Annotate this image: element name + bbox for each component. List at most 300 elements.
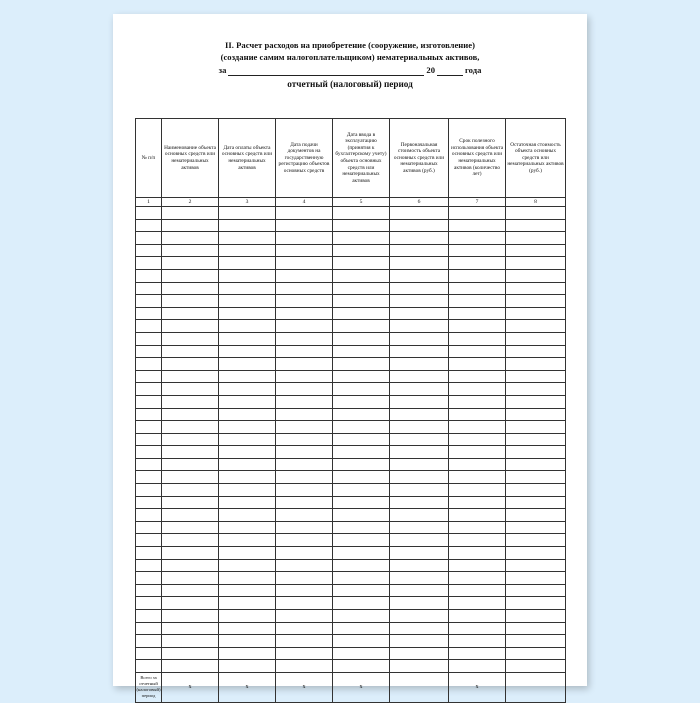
table-cell[interactable] [390, 572, 449, 585]
table-cell[interactable] [449, 547, 506, 560]
table-cell[interactable] [276, 332, 333, 345]
table-cell[interactable] [449, 433, 506, 446]
table-cell[interactable] [333, 547, 390, 560]
table-cell[interactable] [136, 458, 162, 471]
table-cell[interactable] [276, 383, 333, 396]
table-cell[interactable] [506, 647, 566, 660]
table-cell[interactable] [136, 496, 162, 509]
table-cell[interactable] [333, 534, 390, 547]
table-cell[interactable] [449, 484, 506, 497]
table-cell[interactable] [449, 496, 506, 509]
table-cell[interactable] [506, 395, 566, 408]
table-cell[interactable] [162, 370, 219, 383]
table-cell[interactable] [506, 521, 566, 534]
table-cell[interactable] [506, 597, 566, 610]
table-cell[interactable] [333, 295, 390, 308]
table-cell[interactable] [162, 383, 219, 396]
table-cell[interactable] [449, 559, 506, 572]
table-cell[interactable] [219, 232, 276, 245]
table-row[interactable] [136, 332, 566, 345]
table-cell[interactable] [276, 610, 333, 623]
table-cell[interactable] [390, 471, 449, 484]
totals-cell[interactable]: x [333, 672, 390, 702]
table-cell[interactable] [162, 421, 219, 434]
table-row[interactable] [136, 244, 566, 257]
table-cell[interactable] [136, 572, 162, 585]
table-cell[interactable] [136, 547, 162, 560]
table-cell[interactable] [506, 622, 566, 635]
table-cell[interactable] [390, 509, 449, 522]
table-cell[interactable] [136, 232, 162, 245]
table-cell[interactable] [276, 232, 333, 245]
table-row[interactable] [136, 458, 566, 471]
table-cell[interactable] [390, 269, 449, 282]
table-cell[interactable] [506, 610, 566, 623]
table-cell[interactable] [390, 345, 449, 358]
table-cell[interactable] [136, 207, 162, 220]
table-cell[interactable] [390, 635, 449, 648]
table-cell[interactable] [136, 244, 162, 257]
table-cell[interactable] [162, 635, 219, 648]
table-cell[interactable] [219, 534, 276, 547]
table-cell[interactable] [162, 471, 219, 484]
table-cell[interactable] [136, 534, 162, 547]
table-cell[interactable] [333, 282, 390, 295]
table-cell[interactable] [333, 232, 390, 245]
table-row[interactable] [136, 421, 566, 434]
table-cell[interactable] [219, 484, 276, 497]
table-cell[interactable] [219, 383, 276, 396]
table-cell[interactable] [162, 484, 219, 497]
table-cell[interactable] [219, 295, 276, 308]
table-cell[interactable] [219, 332, 276, 345]
table-row[interactable] [136, 433, 566, 446]
table-cell[interactable] [333, 307, 390, 320]
table-cell[interactable] [219, 547, 276, 560]
table-cell[interactable] [219, 244, 276, 257]
table-cell[interactable] [506, 207, 566, 220]
table-cell[interactable] [333, 395, 390, 408]
table-cell[interactable] [219, 647, 276, 660]
table-cell[interactable] [162, 232, 219, 245]
table-cell[interactable] [276, 320, 333, 333]
table-cell[interactable] [162, 572, 219, 585]
table-cell[interactable] [449, 269, 506, 282]
table-cell[interactable] [390, 484, 449, 497]
table-cell[interactable] [219, 635, 276, 648]
table-cell[interactable] [219, 408, 276, 421]
table-cell[interactable] [162, 559, 219, 572]
table-cell[interactable] [276, 433, 333, 446]
table-cell[interactable] [449, 395, 506, 408]
table-cell[interactable] [136, 471, 162, 484]
table-cell[interactable] [449, 610, 506, 623]
table-cell[interactable] [390, 584, 449, 597]
table-cell[interactable] [390, 534, 449, 547]
table-cell[interactable] [219, 660, 276, 673]
table-cell[interactable] [219, 269, 276, 282]
table-cell[interactable] [333, 207, 390, 220]
table-cell[interactable] [333, 219, 390, 232]
table-row[interactable] [136, 521, 566, 534]
table-cell[interactable] [136, 332, 162, 345]
table-cell[interactable] [390, 332, 449, 345]
table-row[interactable] [136, 395, 566, 408]
table-cell[interactable] [136, 421, 162, 434]
table-cell[interactable] [136, 408, 162, 421]
table-cell[interactable] [449, 534, 506, 547]
table-cell[interactable] [390, 610, 449, 623]
table-cell[interactable] [333, 332, 390, 345]
table-cell[interactable] [333, 446, 390, 459]
table-row[interactable] [136, 295, 566, 308]
table-cell[interactable] [276, 421, 333, 434]
table-cell[interactable] [390, 307, 449, 320]
table-cell[interactable] [506, 269, 566, 282]
table-cell[interactable] [333, 635, 390, 648]
table-row[interactable] [136, 358, 566, 371]
table-cell[interactable] [333, 408, 390, 421]
table-cell[interactable] [390, 244, 449, 257]
table-cell[interactable] [390, 421, 449, 434]
table-cell[interactable] [506, 584, 566, 597]
table-cell[interactable] [449, 521, 506, 534]
table-cell[interactable] [219, 307, 276, 320]
table-row[interactable] [136, 307, 566, 320]
table-cell[interactable] [136, 320, 162, 333]
table-cell[interactable] [333, 521, 390, 534]
table-cell[interactable] [162, 269, 219, 282]
table-cell[interactable] [333, 496, 390, 509]
table-cell[interactable] [333, 358, 390, 371]
table-cell[interactable] [333, 660, 390, 673]
table-row[interactable] [136, 257, 566, 270]
table-cell[interactable] [136, 597, 162, 610]
table-row[interactable] [136, 370, 566, 383]
table-cell[interactable] [449, 207, 506, 220]
table-cell[interactable] [449, 307, 506, 320]
table-row[interactable] [136, 610, 566, 623]
table-cell[interactable] [162, 446, 219, 459]
table-row[interactable] [136, 269, 566, 282]
table-cell[interactable] [506, 358, 566, 371]
table-cell[interactable] [162, 534, 219, 547]
table-cell[interactable] [333, 244, 390, 257]
table-cell[interactable] [506, 635, 566, 648]
table-cell[interactable] [162, 584, 219, 597]
table-cell[interactable] [136, 584, 162, 597]
table-cell[interactable] [219, 572, 276, 585]
table-cell[interactable] [162, 521, 219, 534]
table-cell[interactable] [333, 421, 390, 434]
table-cell[interactable] [219, 559, 276, 572]
table-cell[interactable] [506, 383, 566, 396]
table-cell[interactable] [219, 496, 276, 509]
table-cell[interactable] [449, 622, 506, 635]
table-cell[interactable] [219, 320, 276, 333]
table-cell[interactable] [333, 610, 390, 623]
table-cell[interactable] [449, 332, 506, 345]
table-row[interactable] [136, 572, 566, 585]
table-cell[interactable] [449, 244, 506, 257]
table-cell[interactable] [219, 521, 276, 534]
table-cell[interactable] [333, 320, 390, 333]
table-cell[interactable] [162, 433, 219, 446]
table-cell[interactable] [333, 471, 390, 484]
table-cell[interactable] [506, 484, 566, 497]
table-row[interactable] [136, 232, 566, 245]
table-cell[interactable] [219, 446, 276, 459]
table-cell[interactable] [333, 559, 390, 572]
table-cell[interactable] [219, 257, 276, 270]
table-cell[interactable] [276, 370, 333, 383]
table-cell[interactable] [449, 509, 506, 522]
table-cell[interactable] [276, 345, 333, 358]
table-cell[interactable] [333, 584, 390, 597]
table-cell[interactable] [390, 358, 449, 371]
table-cell[interactable] [136, 257, 162, 270]
table-cell[interactable] [449, 219, 506, 232]
table-cell[interactable] [276, 207, 333, 220]
table-cell[interactable] [506, 320, 566, 333]
totals-cell[interactable]: x [276, 672, 333, 702]
table-cell[interactable] [506, 257, 566, 270]
table-cell[interactable] [390, 622, 449, 635]
totals-cell[interactable] [506, 672, 566, 702]
table-cell[interactable] [449, 635, 506, 648]
table-cell[interactable] [449, 572, 506, 585]
table-cell[interactable] [449, 370, 506, 383]
table-cell[interactable] [136, 282, 162, 295]
table-cell[interactable] [506, 559, 566, 572]
table-cell[interactable] [136, 559, 162, 572]
table-cell[interactable] [390, 408, 449, 421]
table-cell[interactable] [333, 345, 390, 358]
table-cell[interactable] [162, 282, 219, 295]
table-row[interactable] [136, 471, 566, 484]
table-row[interactable] [136, 282, 566, 295]
table-cell[interactable] [390, 395, 449, 408]
table-row[interactable] [136, 647, 566, 660]
table-cell[interactable] [390, 647, 449, 660]
table-cell[interactable] [219, 458, 276, 471]
table-row[interactable] [136, 484, 566, 497]
table-cell[interactable] [506, 244, 566, 257]
table-cell[interactable] [333, 622, 390, 635]
table-cell[interactable] [276, 269, 333, 282]
table-cell[interactable] [162, 295, 219, 308]
table-row[interactable] [136, 446, 566, 459]
totals-cell[interactable]: x [449, 672, 506, 702]
table-cell[interactable] [390, 458, 449, 471]
table-cell[interactable] [390, 320, 449, 333]
table-cell[interactable] [219, 370, 276, 383]
table-cell[interactable] [390, 370, 449, 383]
table-cell[interactable] [162, 610, 219, 623]
table-cell[interactable] [333, 572, 390, 585]
table-cell[interactable] [276, 509, 333, 522]
table-row[interactable] [136, 219, 566, 232]
table-cell[interactable] [276, 572, 333, 585]
table-cell[interactable] [276, 358, 333, 371]
table-cell[interactable] [333, 433, 390, 446]
table-cell[interactable] [276, 660, 333, 673]
table-cell[interactable] [449, 446, 506, 459]
table-cell[interactable] [162, 219, 219, 232]
table-cell[interactable] [390, 257, 449, 270]
table-cell[interactable] [162, 622, 219, 635]
table-cell[interactable] [136, 395, 162, 408]
table-cell[interactable] [276, 408, 333, 421]
table-cell[interactable] [390, 282, 449, 295]
table-cell[interactable] [162, 496, 219, 509]
table-cell[interactable] [506, 509, 566, 522]
table-row[interactable] [136, 547, 566, 560]
table-cell[interactable] [219, 610, 276, 623]
table-cell[interactable] [219, 219, 276, 232]
table-cell[interactable] [136, 484, 162, 497]
table-cell[interactable] [136, 307, 162, 320]
table-cell[interactable] [219, 584, 276, 597]
table-cell[interactable] [136, 622, 162, 635]
table-cell[interactable] [506, 433, 566, 446]
table-cell[interactable] [449, 597, 506, 610]
table-cell[interactable] [136, 219, 162, 232]
table-cell[interactable] [136, 660, 162, 673]
table-cell[interactable] [390, 295, 449, 308]
table-cell[interactable] [162, 257, 219, 270]
table-cell[interactable] [276, 484, 333, 497]
table-cell[interactable] [162, 408, 219, 421]
table-cell[interactable] [136, 433, 162, 446]
table-cell[interactable] [276, 395, 333, 408]
table-cell[interactable] [276, 597, 333, 610]
table-cell[interactable] [276, 257, 333, 270]
table-cell[interactable] [276, 622, 333, 635]
table-cell[interactable] [276, 584, 333, 597]
table-cell[interactable] [390, 219, 449, 232]
table-cell[interactable] [136, 383, 162, 396]
table-cell[interactable] [162, 660, 219, 673]
table-cell[interactable] [219, 345, 276, 358]
table-cell[interactable] [219, 471, 276, 484]
table-cell[interactable] [333, 269, 390, 282]
table-cell[interactable] [136, 610, 162, 623]
table-cell[interactable] [449, 295, 506, 308]
table-cell[interactable] [506, 370, 566, 383]
table-cell[interactable] [449, 345, 506, 358]
table-cell[interactable] [333, 597, 390, 610]
table-cell[interactable] [506, 408, 566, 421]
table-cell[interactable] [276, 219, 333, 232]
table-row[interactable] [136, 584, 566, 597]
table-cell[interactable] [333, 509, 390, 522]
table-cell[interactable] [390, 496, 449, 509]
table-cell[interactable] [162, 332, 219, 345]
table-cell[interactable] [449, 320, 506, 333]
table-cell[interactable] [276, 647, 333, 660]
table-cell[interactable] [390, 547, 449, 560]
table-cell[interactable] [449, 232, 506, 245]
table-cell[interactable] [162, 647, 219, 660]
table-cell[interactable] [162, 244, 219, 257]
table-cell[interactable] [506, 534, 566, 547]
table-cell[interactable] [390, 521, 449, 534]
table-cell[interactable] [136, 370, 162, 383]
table-cell[interactable] [506, 421, 566, 434]
table-cell[interactable] [506, 307, 566, 320]
table-cell[interactable] [219, 421, 276, 434]
table-cell[interactable] [506, 471, 566, 484]
table-cell[interactable] [219, 597, 276, 610]
table-cell[interactable] [449, 282, 506, 295]
table-cell[interactable] [276, 458, 333, 471]
table-cell[interactable] [276, 446, 333, 459]
table-row[interactable] [136, 408, 566, 421]
table-cell[interactable] [449, 408, 506, 421]
table-cell[interactable] [506, 496, 566, 509]
table-cell[interactable] [276, 471, 333, 484]
table-cell[interactable] [276, 559, 333, 572]
totals-cell[interactable] [390, 672, 449, 702]
table-row[interactable] [136, 207, 566, 220]
table-cell[interactable] [136, 509, 162, 522]
table-row[interactable] [136, 496, 566, 509]
table-cell[interactable] [390, 559, 449, 572]
table-cell[interactable] [506, 446, 566, 459]
table-cell[interactable] [276, 307, 333, 320]
table-cell[interactable] [506, 282, 566, 295]
table-cell[interactable] [219, 509, 276, 522]
table-cell[interactable] [136, 269, 162, 282]
table-cell[interactable] [276, 635, 333, 648]
table-cell[interactable] [276, 496, 333, 509]
table-cell[interactable] [276, 282, 333, 295]
table-row[interactable] [136, 559, 566, 572]
table-cell[interactable] [162, 597, 219, 610]
table-row[interactable] [136, 635, 566, 648]
table-cell[interactable] [506, 295, 566, 308]
table-cell[interactable] [333, 257, 390, 270]
table-cell[interactable] [162, 358, 219, 371]
table-cell[interactable] [276, 547, 333, 560]
table-cell[interactable] [506, 232, 566, 245]
table-row[interactable] [136, 383, 566, 396]
table-cell[interactable] [162, 547, 219, 560]
table-cell[interactable] [162, 320, 219, 333]
table-cell[interactable] [162, 509, 219, 522]
table-cell[interactable] [506, 332, 566, 345]
table-cell[interactable] [136, 521, 162, 534]
table-cell[interactable] [449, 383, 506, 396]
table-cell[interactable] [390, 446, 449, 459]
table-row[interactable] [136, 597, 566, 610]
table-cell[interactable] [506, 219, 566, 232]
table-cell[interactable] [449, 421, 506, 434]
table-cell[interactable] [449, 358, 506, 371]
table-cell[interactable] [136, 647, 162, 660]
table-cell[interactable] [136, 345, 162, 358]
table-cell[interactable] [219, 358, 276, 371]
table-cell[interactable] [449, 257, 506, 270]
table-cell[interactable] [276, 295, 333, 308]
table-cell[interactable] [506, 547, 566, 560]
table-cell[interactable] [219, 395, 276, 408]
table-row[interactable] [136, 534, 566, 547]
table-cell[interactable] [390, 232, 449, 245]
table-row[interactable] [136, 660, 566, 673]
table-cell[interactable] [276, 244, 333, 257]
